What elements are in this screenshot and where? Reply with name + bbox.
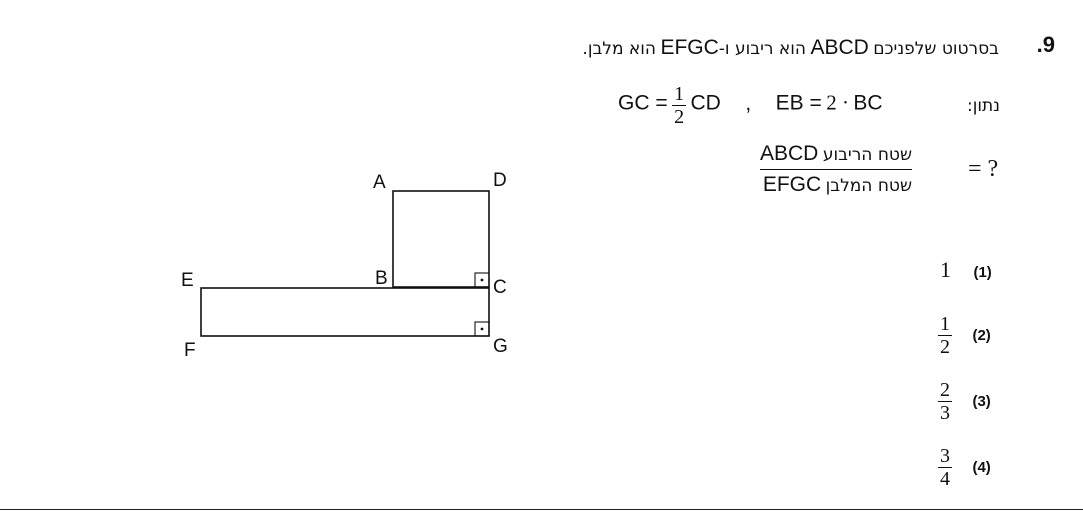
option-2-num: 1	[940, 313, 950, 335]
label-b: B	[375, 268, 388, 289]
given-label: נתון:	[967, 96, 1000, 116]
eq1-lhs: GC =	[618, 91, 668, 115]
square-name: ABCD	[810, 36, 869, 59]
bottom-divider	[0, 509, 1083, 510]
rectangle-efgc	[201, 288, 489, 336]
ratio-equals-question: = ?	[968, 156, 999, 182]
right-angle-dot-g	[481, 328, 484, 331]
eq2-lhs: EB =	[775, 91, 822, 115]
ratio-bottom-name: EFGC	[762, 173, 822, 196]
option-2[interactable]	[938, 314, 991, 357]
ratio-bottom-label: שטח המלבן	[825, 176, 912, 196]
label-f: F	[184, 340, 196, 361]
option-3-den: 3	[940, 402, 950, 424]
eq2-rhs: BC	[853, 91, 883, 115]
option-4-fraction	[938, 446, 952, 489]
ratio-top-name: ABCD	[760, 142, 819, 165]
label-e: E	[181, 270, 194, 291]
ratio-top-label: שטח הריבוע	[822, 145, 912, 165]
label-a: A	[373, 172, 386, 193]
option-4[interactable]	[938, 446, 991, 489]
eq1-frac-num: 1	[674, 83, 685, 105]
eq1-frac-den: 2	[674, 106, 685, 128]
option-2-den: 2	[940, 336, 950, 358]
option-4-number: (4)	[972, 458, 991, 476]
option-2-number: (2)	[972, 326, 991, 344]
eq1-rhs: CD	[690, 91, 721, 115]
label-d: D	[493, 170, 507, 191]
option-4-den: 4	[940, 468, 950, 490]
question-number: .9	[1036, 32, 1055, 57]
option-2-fraction	[938, 314, 952, 357]
right-angle-dot-c	[481, 279, 484, 282]
statement-suffix: הוא מלבן.	[582, 39, 656, 59]
option-3-fraction	[938, 380, 952, 423]
option-4-num: 3	[940, 445, 950, 467]
option-1-value: 1	[940, 257, 951, 282]
label-g: G	[493, 336, 508, 357]
eq2-coef: 2 ·	[826, 90, 849, 115]
option-3-number: (3)	[972, 392, 991, 410]
option-1-number: (1)	[973, 264, 992, 281]
label-c: C	[493, 277, 507, 298]
rectangle-name: EFGC	[660, 36, 719, 59]
statement-prefix: בסרטוט שלפניכם	[873, 39, 999, 59]
option-3-num: 2	[940, 379, 950, 401]
statement-mid: הוא ריבוע ו-	[718, 39, 806, 59]
option-3[interactable]	[938, 380, 991, 423]
given-separator: ,	[745, 91, 752, 115]
option-1[interactable]	[940, 257, 992, 283]
